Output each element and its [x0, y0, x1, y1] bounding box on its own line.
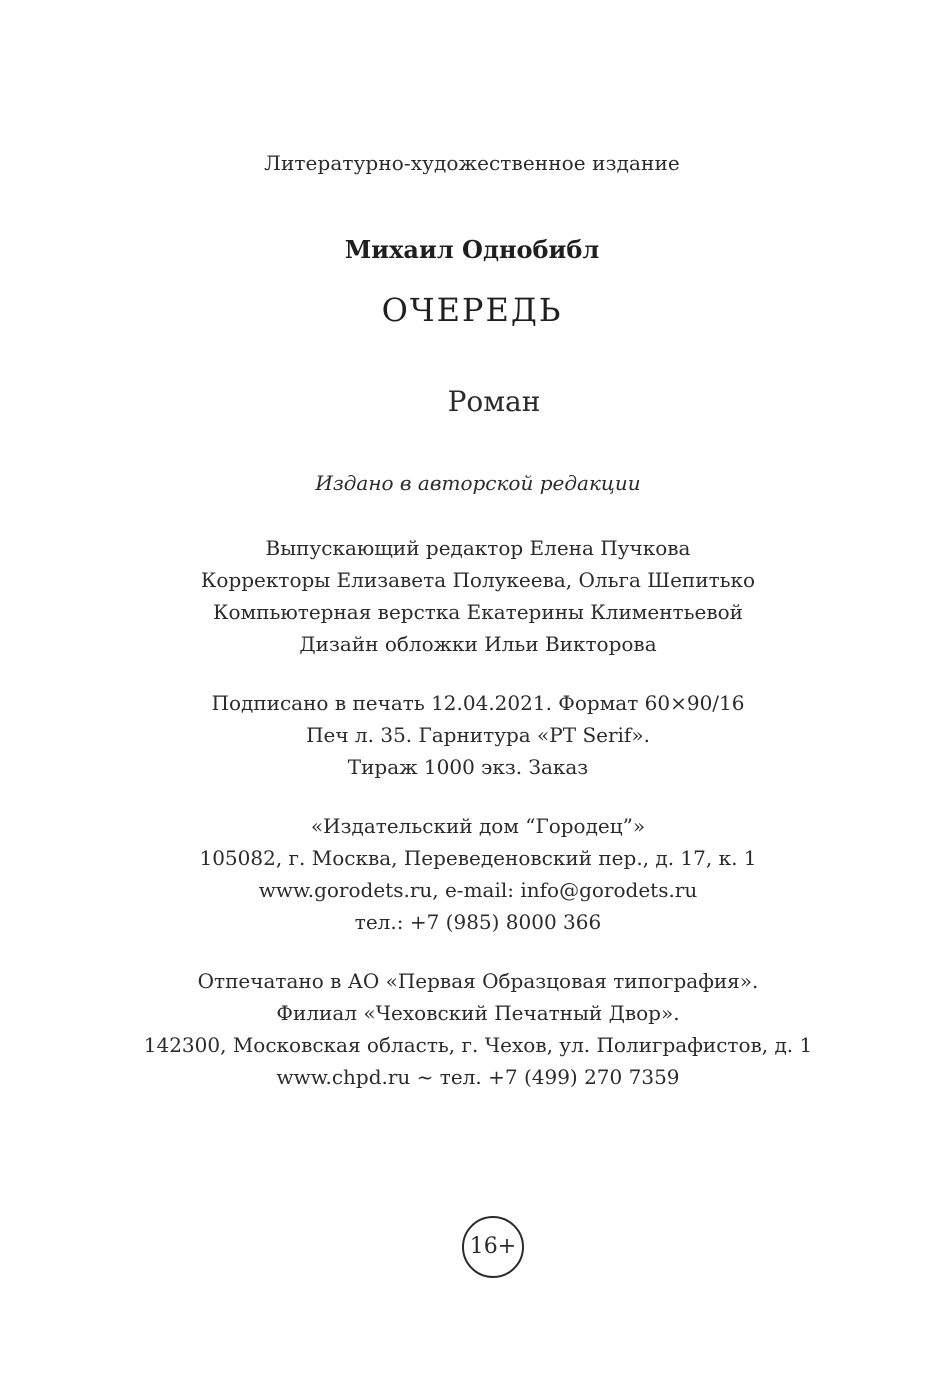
printer-info: [0, 965, 944, 1093]
publisher-info: [0, 810, 944, 938]
print-info-line: Тираж 1000 экз. Заказ: [347, 755, 589, 779]
publisher-line: «Издательский дом “Городец”»: [310, 814, 646, 838]
edition-note: Издано в авторской редакции: [315, 471, 641, 495]
publisher-line: 105082, г. Москва, Переведеновский пер., д. 17, к. 1: [199, 846, 757, 870]
printer-line: Филиал «Чеховский Печатный Двор».: [276, 1001, 680, 1025]
credit-line: Корректоры Елизавета Полукеева, Ольга Шепитько: [200, 568, 756, 592]
printer-line: 142300, Московская область, г. Чехов, ул. Полиграфистов, д. 1: [143, 1033, 813, 1057]
genre-label: Литературно-художественное издание: [264, 151, 680, 175]
publisher-line: www.gorodets.ru, e-mail: info@gorodets.ru: [258, 878, 698, 902]
book-subtitle: Роман: [447, 385, 541, 418]
credit-line: Компьютерная верстка Екатерины Климентьевой: [213, 600, 743, 624]
print-info-line: Печ л. 35. Гарнитура «PT Serif».: [306, 723, 650, 747]
printer-line: Отпечатано в АО «Первая Образцовая типография».: [197, 969, 759, 993]
age-rating-badge: 16+: [462, 1216, 524, 1278]
author-name: Михаил Однобибл: [344, 235, 600, 264]
book-title: ОЧЕРЕДЬ: [381, 291, 563, 329]
publisher-line: тел.: +7 (985) 8000 366: [354, 910, 602, 934]
credit-line: Выпускающий редактор Елена Пучкова: [265, 536, 691, 560]
credit-line: Дизайн обложки Ильи Викторова: [299, 632, 657, 656]
staff-credits: [0, 532, 944, 660]
print-info: [0, 687, 944, 783]
printer-line: www.chpd.ru ~ тел. +7 (499) 270 7359: [276, 1065, 680, 1089]
print-info-line: Подписано в печать 12.04.2021. Формат 60×90/16: [211, 691, 745, 715]
